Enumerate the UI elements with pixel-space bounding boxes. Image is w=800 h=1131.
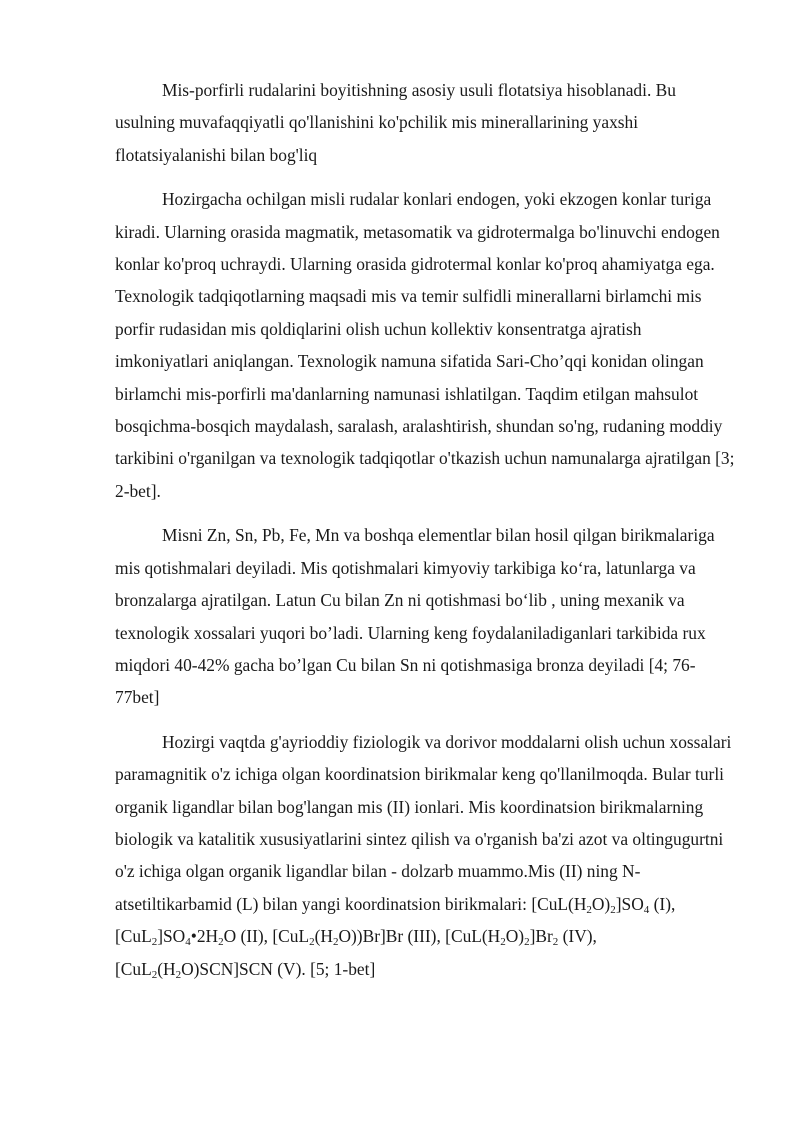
formula-iii: $[CuL_2(H_2O))Br]Br$ (III),: [272, 926, 446, 949]
formula-v: $[CuL_2(H_2O)SCN]SCN$ (V). [5; 1-bet]: [115, 958, 376, 981]
paragraph-deposits: Hozirgacha ochilgan misli rudalar konlari endogen, yoki ekzogen konlar turiga kiradi. Ularning orasida magmatik, metasomatik va gidrotermalga bo'linuvchi endogen konlar ko'proq uchraydi. Ularning orasida gidrotermal konlar ko'proq ahamiyatga ega. Texnologik tadqiqotlarning maqsadi mis va temir sulfidli minerallarni birlamchi mis porfir rudasidan mis qoldiqlarini olish uchun kollektiv konsentratga ajratish imkoniyatlari aniqlangan. Texnologik namuna sifatida Sari-Cho’qqi konidan olingan birlamchi mis-porfirli ma'danlarning namunasi ishlatilgan. Taqdim etilgan mahsulot bosqichma-bosqich maydalash, saralash, aralashtirish, shundan so'ng, rudaning moddiy tarkibini o'rganilgan va texnologik tadqiqotlar o'tkazish uchun namunalarga ajratilgan [3; 2-bet].: [115, 189, 735, 501]
paragraph-flotation: Mis-porfirli rudalarini boyitishning asosiy usuli flotatsiya hisoblanadi. Bu usulning muvafaqqiyatli qo'llanishini ko'pchilik mis minerallarining yaxshi flotatsiyalanishi bilan bog'liq: [115, 80, 676, 165]
formula-i: $[CuL(H_2O)_2]SO_4$ (I),: [531, 893, 676, 916]
formula-iv: $[CuL(H_2O)_2]Br_2$ (IV),: [445, 926, 597, 949]
paragraph-alloys: Misni Zn, Sn, Pb, Fe, Mn va boshqa elementlar bilan hosil qilgan birikmalariga mis qotishmalari deyiladi. Mis qotishmalari kimyoviy tarkibiga ko‘ra, latunlarga va bronzalarga ajratilgan. Latun Cu bilan Zn ni qotishmasi bo‘lib , uning mexanik va texnologik xossalari yuqori bo’ladi. Ularning keng foydalaniladiganlari tarkibida rux miqdori 40-42% gacha bo’lgan Cu bilan Sn ni qotishmasiga bronza deyiladi [4; 76-77bet]: [115, 525, 715, 708]
paragraph-coordination-compounds: [115, 726, 735, 985]
paragraph-intro: Hozirgi vaqtda g'ayrioddiy fiziologik va dorivor moddalarni olish uchun xossalari paramagnitik o'z ichiga olgan koordinatsion birikmalar keng qo'llanilmoqda. Bular turli organik ligandlar bilan bog'langan mis (II) ionlari. Mis koordinatsion birikmalarning biologik va katalitik xususiyatlarini sintez qilish va o'rganish ba'zi azot va oltingugurtni o'z ichiga olgan organik ligandlar bilan - dolzarb muammo.Mis (II) ning N-atsetiltikarbamid (L) bilan yangi koordinatsion birikmalari:: [115, 731, 732, 914]
formula-ii: $[CuL_2]SO_4•2H_2O$ (II),: [115, 926, 273, 949]
document-page: [115, 74, 735, 997]
